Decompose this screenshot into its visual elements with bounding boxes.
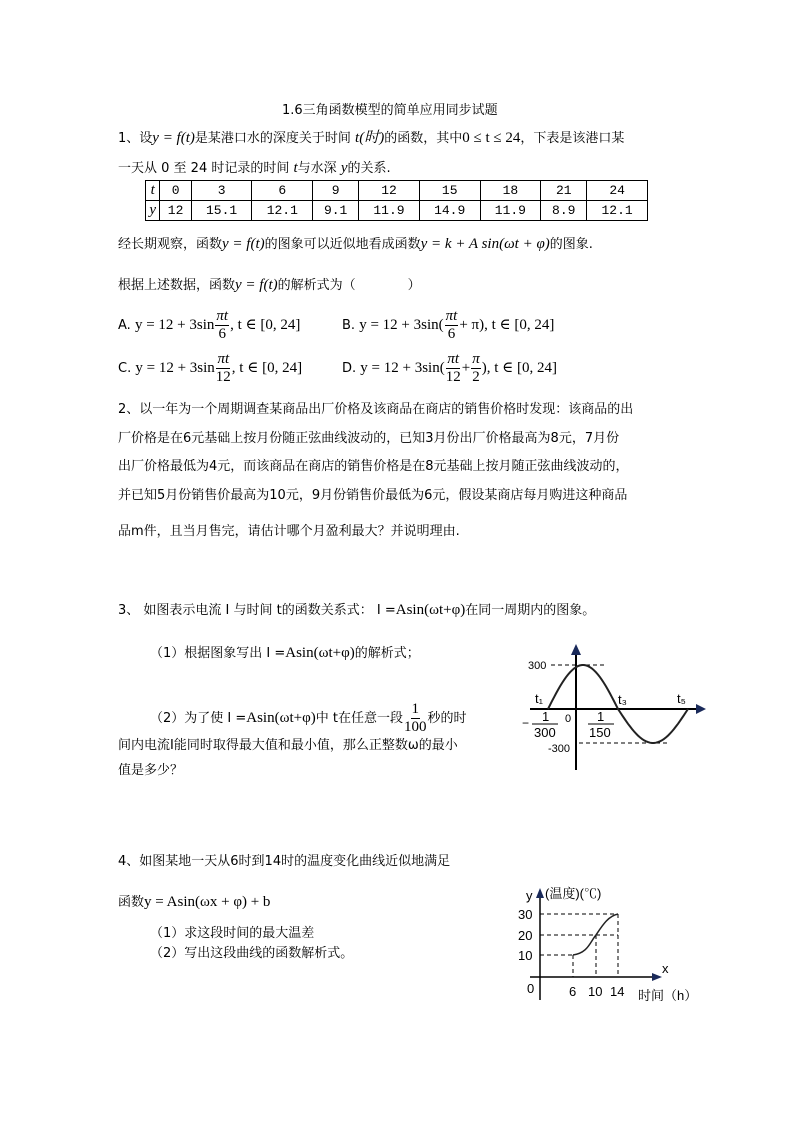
q3-part2-line2: 间内电流I能同时取得最大值和最小值，那么正整数ω的最小 [118,738,458,753]
x-label: x [662,961,669,976]
q2-line: 品m件，且当月售完，请估计哪个月盈利最大？并说明理由. [118,524,460,539]
x-unit: 时间（h） [638,988,698,1003]
label-f1-num: 1 [542,709,550,724]
label-t5: t₅ [677,691,686,706]
label-t3: t₃ [618,692,627,707]
q1-line1: 1、设y = f(t)是某港口水的深度关于时间 t(时)的函数，其中0 ≤ t ≤ 24，下表是该港口某 [118,130,625,146]
y-tick: 30 [518,907,533,922]
q4-part2: （2）写出这段曲线的函数解析式。 [150,946,354,961]
label-300: 300 [528,660,547,672]
option-c[interactable]: C. y = 12 + 3sin $\frac{\pi t}{12}$ , t ∈ [0, 24] [118,351,303,385]
y-tick: 20 [518,928,533,943]
q2-line: 厂价格是在6元基础上按月份随正弦曲线波动的，已知3月份出厂价格最高为8元，7月份 [118,431,620,446]
option-a[interactable]: A. y = 12 + 3sin $\frac{\pi t}{6}$ , t ∈ [0, 24] [118,308,301,342]
x-tick: 6 [569,984,577,999]
table-row-t: t 0 3 6 9 12 15 18 21 24 [146,181,648,201]
x-tick: 14 [610,984,625,999]
q2-line: 出厂价格最低为4元，而该商品在商店的销售价格是在8元基础上按月随正弦曲线波动的， [118,459,629,474]
y-axis-arrow-icon [536,888,544,898]
q2-line: 并已知5月份销售价最高为10元，9月份销售价最低为6元，假设某商店每月购进这种商品 [118,488,628,503]
option-d[interactable]: D. y = 12 + 3sin( $\frac{\pi t}{12}$ + $\frac{\pi}{2}$ ), t ∈ [0, 24] [342,351,557,385]
t-axis-arrow-icon [696,704,706,714]
i-axis-arrow-icon [571,644,581,655]
option-b[interactable]: B. y = 12 + 3sin( $\frac{\pi t}{6}$ + π), t ∈ [0, 24] [342,308,555,342]
label-origin: 0 [565,713,572,725]
x-axis-arrow-icon [652,973,662,981]
q2-line: 2、以一年为一个周期调查某商品出厂价格及该商品在商店的销售价格时发现：该商品的出 [118,402,634,417]
label-t1: t₁ [535,691,543,706]
doc-title: 1.6三角函数模型的简单应用同步试题 [282,103,498,118]
q1-line2: 一天从 0 至 24 时记录的时间 t与水深 y的关系. [118,160,391,176]
label-f2-num: 1 [597,709,605,724]
y-unit: (温度)(℃) [545,886,602,901]
q3-line: 3、 如图表示电流 I 与时间 t的函数关系式： I =Asin(ωt+φ)在同一周期内的图象。 [118,602,596,618]
label-f1-den: 300 [534,725,556,740]
y-tick: 10 [518,948,533,963]
q4-line2: 函数y = Asin(ωx + φ) + b [118,894,271,910]
q1-ask: 根据上述数据，函数y = f(t)的解析式为（ ） [118,277,421,293]
label-neg300: -300 [548,743,571,755]
q3-part1: （1）根据图象写出 I =Asin(ωt+φ)的解析式； [150,645,420,661]
y-label: y [526,888,533,903]
x-tick: 10 [588,984,603,999]
q4-part1: （1）求这段时间的最大温差 [150,926,315,941]
q4-line1: 4、如图某地一天从6时到14时的温度变化曲线近似地满足 [118,854,451,869]
table-row-y: y 12 15.1 12.1 9.1 11.9 14.9 11.9 8.9 12.1 [146,201,648,221]
label-minus: − [522,716,530,730]
origin-label: 0 [527,981,535,996]
label-f2-den: 150 [589,725,611,740]
q3-part2: （2）为了使 I =Asin(ωt+φ)中 t在任意一段 $\frac{1}{100}$ 秒的时 [150,701,467,735]
guide-lines [540,914,618,977]
q3-part2-line3: 值是多少？ [118,763,184,778]
q1-observation: 经长期观察，函数y = f(t)的图象可以近似地看成函数y = k + A sin(ωt + φ)的图象. [118,236,593,252]
